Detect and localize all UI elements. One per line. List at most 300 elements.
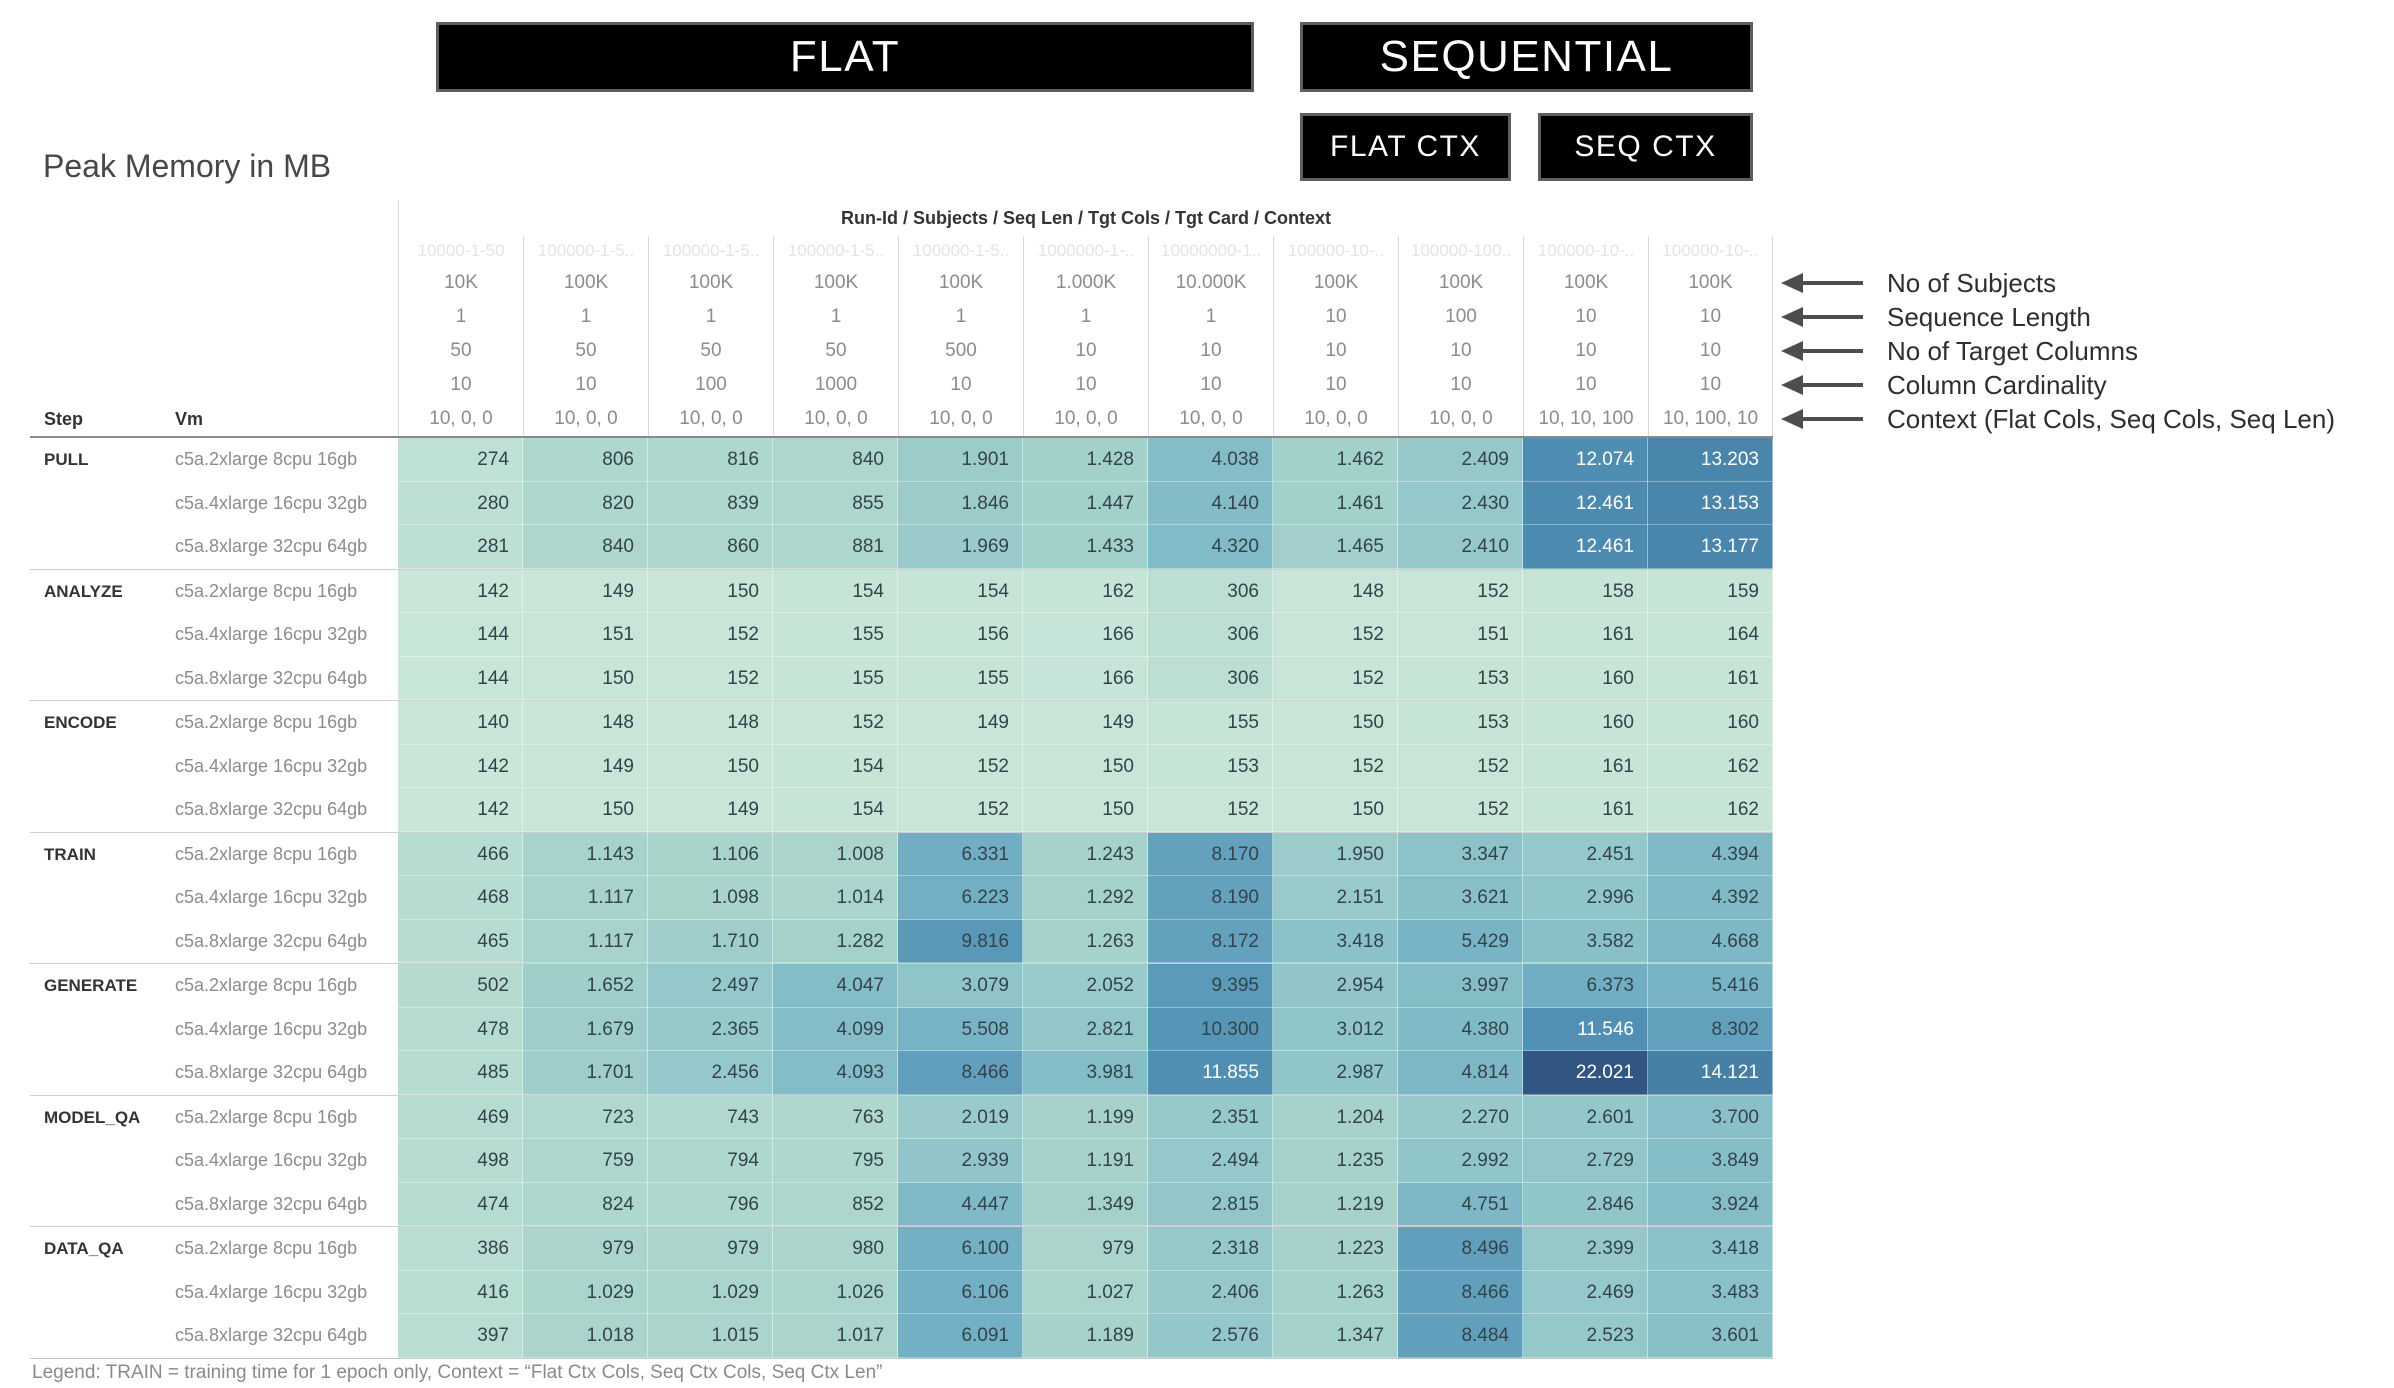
memory-cell[interactable]: 2.406 [1148,1271,1273,1315]
memory-cell[interactable]: 13.203 [1648,438,1773,482]
memory-cell[interactable]: 140 [398,701,523,745]
memory-cell[interactable]: 855 [773,482,898,526]
memory-cell[interactable]: 1.282 [773,920,898,964]
vm-label: c5a.4xlarge 16cpu 32gb [175,1018,368,1039]
memory-cell[interactable]: 1.263 [1273,1271,1398,1315]
header-tgt-cols: 50 [773,334,898,368]
header-tgt-card: 10 [1023,368,1148,402]
memory-cell[interactable]: 2.270 [1398,1096,1523,1140]
memory-cell[interactable]: 2.992 [1398,1139,1523,1183]
vm-label: c5a.8xlarge 32cpu 64gb [175,930,368,951]
memory-cell[interactable]: 796 [648,1183,773,1227]
memory-cell[interactable]: 881 [773,525,898,569]
memory-cell[interactable]: 4.099 [773,1008,898,1052]
memory-cell[interactable]: 4.038 [1148,438,1273,482]
memory-cell[interactable]: 152 [898,745,1023,789]
memory-cell[interactable]: 466 [398,833,523,877]
memory-cell[interactable]: 152 [648,657,773,701]
memory-cell[interactable]: 162 [1648,788,1773,832]
memory-cell[interactable]: 397 [398,1314,523,1358]
memory-cell[interactable]: 3.347 [1398,833,1523,877]
memory-cell[interactable]: 8.466 [898,1051,1023,1095]
memory-cell[interactable]: 2.494 [1148,1139,1273,1183]
memory-cell[interactable]: 142 [398,570,523,614]
header-subjects: 100K [1273,266,1398,300]
memory-cell[interactable]: 8.484 [1398,1314,1523,1358]
header-run-id: 100000-1-5.. [773,236,898,266]
memory-cell[interactable]: 8.302 [1648,1008,1773,1052]
memory-cell[interactable]: 1.950 [1273,833,1398,877]
memory-cell[interactable]: 149 [523,745,648,789]
memory-cell[interactable]: 4.394 [1648,833,1773,877]
header-tgt-card: 100 [648,368,773,402]
memory-cell[interactable]: 2.151 [1273,876,1398,920]
memory-cell[interactable]: 2.456 [648,1051,773,1095]
memory-cell[interactable]: 1.204 [1273,1096,1398,1140]
memory-cell[interactable]: 1.219 [1273,1183,1398,1227]
memory-cell[interactable]: 2.399 [1523,1227,1648,1271]
header-run-id: 100000-1-5.. [898,236,1023,266]
memory-cell[interactable]: 2.052 [1023,964,1148,1008]
memory-cell[interactable]: 840 [523,525,648,569]
memory-cell[interactable]: 1.029 [648,1271,773,1315]
memory-cell[interactable]: 1.846 [898,482,1023,526]
memory-cell[interactable]: 148 [523,701,648,745]
memory-cell[interactable]: 1.189 [1023,1314,1148,1358]
header-context: 10, 0, 0 [1273,402,1398,436]
header-subjects: 10K [398,266,523,300]
header-tgt-cols: 50 [398,334,523,368]
header-tgt-card: 1000 [773,368,898,402]
memory-cell[interactable]: 816 [648,438,773,482]
memory-cell[interactable]: 154 [773,788,898,832]
memory-cell[interactable]: 152 [1398,788,1523,832]
memory-cell[interactable]: 806 [523,438,648,482]
memory-cell[interactable]: 161 [1523,788,1648,832]
memory-cell[interactable]: 8.172 [1148,920,1273,964]
memory-cell[interactable]: 144 [398,657,523,701]
memory-cell[interactable]: 1.679 [523,1008,648,1052]
memory-cell[interactable]: 1.462 [1273,438,1398,482]
memory-cell[interactable]: 1.014 [773,876,898,920]
memory-cell[interactable]: 160 [1523,657,1648,701]
header-context: 10, 0, 0 [1398,402,1523,436]
memory-cell[interactable]: 306 [1148,657,1273,701]
memory-cell[interactable]: 148 [1273,570,1398,614]
memory-cell[interactable]: 469 [398,1096,523,1140]
memory-cell[interactable]: 281 [398,525,523,569]
header-context: 10, 10, 100 [1523,402,1648,436]
memory-cell[interactable]: 1.098 [648,876,773,920]
memory-cell[interactable]: 1.018 [523,1314,648,1358]
memory-cell[interactable]: 2.601 [1523,1096,1648,1140]
memory-cell[interactable]: 9.816 [898,920,1023,964]
memory-cell[interactable]: 5.429 [1398,920,1523,964]
memory-cell[interactable]: 12.461 [1523,482,1648,526]
memory-cell[interactable]: 153 [1148,745,1273,789]
memory-cell[interactable]: 150 [523,657,648,701]
header-subjects: 100K [648,266,773,300]
memory-cell[interactable]: 839 [648,482,773,526]
memory-heatmap-table [30,200,1773,1359]
memory-cell[interactable]: 12.074 [1523,438,1648,482]
memory-cell[interactable]: 280 [398,482,523,526]
memory-cell[interactable]: 154 [773,570,898,614]
memory-cell[interactable]: 6.331 [898,833,1023,877]
arrow-head [1781,375,1803,395]
memory-cell[interactable]: 1.017 [773,1314,898,1358]
header-seq-len: 1 [1148,300,1273,334]
memory-cell[interactable]: 14.121 [1648,1051,1773,1095]
memory-cell[interactable]: 6.091 [898,1314,1023,1358]
memory-cell[interactable]: 150 [1023,745,1148,789]
arrow-head [1781,341,1803,361]
memory-cell[interactable]: 2.821 [1023,1008,1148,1052]
memory-cell[interactable]: 149 [523,570,648,614]
memory-cell[interactable]: 3.012 [1273,1008,1398,1052]
memory-cell[interactable]: 13.177 [1648,525,1773,569]
memory-cell[interactable]: 4.093 [773,1051,898,1095]
step-block [30,832,1773,964]
memory-cell[interactable]: 840 [773,438,898,482]
memory-cell[interactable]: 9.395 [1148,964,1273,1008]
memory-cell[interactable]: 1.026 [773,1271,898,1315]
arrow-head [1781,307,1803,327]
memory-cell[interactable]: 4.447 [898,1183,1023,1227]
memory-cell[interactable]: 478 [398,1008,523,1052]
memory-cell[interactable]: 5.416 [1648,964,1773,1008]
memory-cell[interactable]: 142 [398,788,523,832]
memory-cell[interactable]: 142 [398,745,523,789]
memory-cell[interactable]: 11.855 [1148,1051,1273,1095]
memory-cell[interactable]: 4.140 [1148,482,1273,526]
vm-label: c5a.4xlarge 16cpu 32gb [175,1150,368,1170]
arrow-shaft [1801,281,1863,285]
memory-cell[interactable]: 152 [898,788,1023,832]
arrow-shaft [1801,417,1863,421]
memory-cell[interactable]: 3.418 [1273,920,1398,964]
step-label: MODEL_QA [44,1107,141,1127]
memory-cell[interactable]: 155 [898,657,1023,701]
memory-cell[interactable]: 1.433 [1023,525,1148,569]
memory-cell[interactable]: 1.652 [523,964,648,1008]
memory-cell[interactable]: 144 [398,613,523,657]
memory-cell[interactable]: 3.924 [1648,1183,1773,1227]
memory-cell[interactable]: 8.170 [1148,833,1273,877]
memory-cell[interactable]: 150 [1023,788,1148,832]
memory-cell[interactable]: 465 [398,920,523,964]
memory-cell[interactable]: 4.668 [1648,920,1773,964]
memory-cell[interactable]: 1.191 [1023,1139,1148,1183]
memory-cell[interactable]: 2.451 [1523,833,1648,877]
memory-cell[interactable]: 3.997 [1398,964,1523,1008]
memory-cell[interactable]: 148 [648,701,773,745]
memory-cell[interactable]: 2.409 [1398,438,1523,482]
header-seq-len: 1 [898,300,1023,334]
memory-cell[interactable]: 160 [1523,701,1648,745]
annotation-label: Column Cardinality [1887,369,2107,400]
memory-cell[interactable]: 2.987 [1273,1051,1398,1095]
memory-cell[interactable]: 2.365 [648,1008,773,1052]
memory-cell[interactable]: 2.430 [1398,482,1523,526]
seq-ctx-banner: SEQ CTX [1538,113,1753,181]
vm-label: c5a.2xlarge 8cpu 16gb [175,712,358,732]
memory-cell[interactable]: 156 [898,613,1023,657]
memory-cell[interactable]: 155 [773,613,898,657]
vm-label: c5a.4xlarge 16cpu 32gb [175,1281,368,1302]
memory-cell[interactable]: 155 [773,657,898,701]
header-tgt-cols: 50 [523,334,648,368]
header-subjects: 100K [523,266,648,300]
step-block [30,700,1773,832]
memory-cell[interactable]: 3.483 [1648,1271,1773,1315]
memory-cell[interactable]: 1.465 [1273,525,1398,569]
vm-label: c5a.2xlarge 8cpu 16gb [175,843,358,864]
memory-cell[interactable]: 152 [1273,657,1398,701]
memory-cell[interactable]: 150 [1273,701,1398,745]
memory-cell[interactable]: 152 [1273,613,1398,657]
annotation-row [1781,334,2138,368]
memory-cell[interactable]: 1.349 [1023,1183,1148,1227]
memory-cell[interactable]: 2.318 [1148,1227,1273,1271]
memory-cell[interactable]: 3.849 [1648,1139,1773,1183]
memory-cell[interactable]: 763 [773,1096,898,1140]
memory-cell[interactable]: 153 [1398,657,1523,701]
memory-cell[interactable]: 12.461 [1523,525,1648,569]
memory-cell[interactable]: 6.373 [1523,964,1648,1008]
memory-cell[interactable]: 2.497 [648,964,773,1008]
memory-cell[interactable]: 4.814 [1398,1051,1523,1095]
memory-cell[interactable]: 306 [1148,613,1273,657]
memory-cell[interactable]: 164 [1648,613,1773,657]
memory-cell[interactable]: 166 [1023,613,1148,657]
annotation-label: No of Subjects [1887,267,2057,298]
header-subjects: 100K [773,266,898,300]
memory-cell[interactable]: 1.008 [773,833,898,877]
memory-cell[interactable]: 1.461 [1273,482,1398,526]
memory-cell[interactable]: 1.292 [1023,876,1148,920]
memory-cell[interactable]: 152 [1273,745,1398,789]
memory-cell[interactable]: 4.751 [1398,1183,1523,1227]
memory-cell[interactable]: 2.351 [1148,1096,1273,1140]
memory-cell[interactable]: 759 [523,1139,648,1183]
memory-cell[interactable]: 1.447 [1023,482,1148,526]
memory-cell[interactable]: 3.700 [1648,1096,1773,1140]
memory-cell[interactable]: 1.029 [523,1271,648,1315]
memory-cell[interactable]: 2.523 [1523,1314,1648,1358]
memory-cell[interactable]: 3.418 [1648,1227,1773,1271]
memory-cell[interactable]: 166 [1023,657,1148,701]
header-seq-len: 1 [398,300,523,334]
memory-cell[interactable]: 824 [523,1183,648,1227]
memory-cell[interactable]: 6.106 [898,1271,1023,1315]
header-subjects: 10.000K [1148,266,1273,300]
memory-cell[interactable]: 4.047 [773,964,898,1008]
memory-cell[interactable]: 1.347 [1273,1314,1398,1358]
memory-cell[interactable]: 152 [1398,570,1523,614]
memory-cell[interactable]: 1.143 [523,833,648,877]
memory-cell[interactable]: 161 [1523,613,1648,657]
memory-cell[interactable]: 152 [1398,745,1523,789]
step-label: ENCODE [44,713,117,732]
memory-cell[interactable]: 485 [398,1051,523,1095]
arrow-shaft [1801,315,1863,319]
header-tgt-cols: 10 [1523,334,1648,368]
annotation-row [1781,368,2107,402]
memory-cell[interactable]: 158 [1523,570,1648,614]
memory-cell[interactable]: 4.392 [1648,876,1773,920]
memory-cell[interactable]: 160 [1648,701,1773,745]
header-run-id: 10000-1-50 [398,236,523,266]
memory-cell[interactable]: 794 [648,1139,773,1183]
header-tgt-cols: 50 [648,334,773,368]
header-subjects: 1.000K [1023,266,1148,300]
memory-cell[interactable]: 151 [1398,613,1523,657]
header-context: 10, 0, 0 [1148,402,1273,436]
memory-cell[interactable]: 161 [1523,745,1648,789]
memory-cell[interactable]: 1.117 [523,920,648,964]
memory-cell[interactable]: 979 [523,1227,648,1271]
memory-cell[interactable]: 474 [398,1183,523,1227]
memory-cell[interactable]: 468 [398,876,523,920]
memory-cell[interactable]: 22.021 [1523,1051,1648,1095]
memory-cell[interactable]: 1.199 [1023,1096,1148,1140]
left-arrow-icon [1781,409,1863,429]
memory-cell[interactable]: 274 [398,438,523,482]
memory-cell[interactable]: 1.106 [648,833,773,877]
memory-cell[interactable]: 6.100 [898,1227,1023,1271]
memory-cell[interactable]: 1.117 [523,876,648,920]
memory-cell[interactable]: 152 [648,613,773,657]
memory-cell[interactable]: 2.846 [1523,1183,1648,1227]
memory-cell[interactable]: 2.954 [1273,964,1398,1008]
memory-cell[interactable]: 2.019 [898,1096,1023,1140]
header-seq-len: 100 [1398,300,1523,334]
header-tgt-card: 10 [898,368,1023,402]
memory-cell[interactable]: 979 [1023,1227,1148,1271]
memory-cell[interactable]: 159 [1648,570,1773,614]
memory-cell[interactable]: 498 [398,1139,523,1183]
header-run-id: 100000-1-5.. [648,236,773,266]
memory-cell[interactable]: 6.223 [898,876,1023,920]
memory-cell[interactable]: 150 [648,570,773,614]
memory-cell[interactable]: 13.153 [1648,482,1773,526]
step-block [30,1226,1773,1358]
header-run-id: 100000-10-.. [1523,236,1648,266]
header-run-id: 100000-10-.. [1273,236,1398,266]
memory-cell[interactable]: 2.576 [1148,1314,1273,1358]
memory-cell[interactable]: 161 [1648,657,1773,701]
memory-cell[interactable]: 980 [773,1227,898,1271]
memory-cell[interactable]: 1.027 [1023,1271,1148,1315]
arrow-shaft [1801,383,1863,387]
memory-cell[interactable]: 502 [398,964,523,1008]
memory-cell[interactable]: 860 [648,525,773,569]
memory-cell[interactable]: 153 [1398,701,1523,745]
memory-cell[interactable]: 150 [1273,788,1398,832]
memory-cell[interactable]: 5.508 [898,1008,1023,1052]
memory-cell[interactable]: 1.701 [523,1051,648,1095]
annotation-row [1781,300,2091,334]
memory-cell[interactable]: 10.300 [1148,1008,1273,1052]
vm-label: c5a.8xlarge 32cpu 64gb [175,1325,368,1345]
memory-cell[interactable]: 152 [1148,788,1273,832]
memory-cell[interactable]: 4.380 [1398,1008,1523,1052]
memory-cell[interactable]: 1.243 [1023,833,1148,877]
memory-cell[interactable]: 3.621 [1398,876,1523,920]
header-tgt-cols: 10 [1273,334,1398,368]
memory-cell[interactable]: 149 [898,701,1023,745]
memory-cell[interactable]: 306 [1148,570,1273,614]
memory-cell[interactable]: 1.969 [898,525,1023,569]
column-header-line: Run-Id / Subjects / Seq Len / Tgt Cols / Tgt Card / Context [398,200,1773,236]
memory-cell[interactable]: 149 [1023,701,1148,745]
memory-cell[interactable]: 2.469 [1523,1271,1648,1315]
memory-cell[interactable]: 155 [1148,701,1273,745]
memory-cell[interactable]: 743 [648,1096,773,1140]
memory-cell[interactable]: 795 [773,1139,898,1183]
memory-cell[interactable]: 1.428 [1023,438,1148,482]
memory-cell[interactable]: 1.710 [648,920,773,964]
memory-cell[interactable]: 151 [523,613,648,657]
memory-cell[interactable]: 820 [523,482,648,526]
memory-cell[interactable]: 8.466 [1398,1271,1523,1315]
sequential-banner: SEQUENTIAL [1300,22,1753,92]
memory-cell[interactable]: 4.320 [1148,525,1273,569]
memory-cell[interactable]: 150 [523,788,648,832]
memory-cell[interactable]: 152 [773,701,898,745]
memory-cell[interactable]: 1.263 [1023,920,1148,964]
header-run-id: 10000000-1.. [1148,236,1273,266]
table-header [30,200,1773,438]
memory-cell[interactable]: 150 [648,745,773,789]
memory-cell[interactable]: 386 [398,1227,523,1271]
header-tgt-card: 10 [1648,368,1773,402]
memory-cell[interactable]: 8.496 [1398,1227,1523,1271]
vm-label: c5a.8xlarge 32cpu 64gb [175,536,368,556]
memory-cell[interactable]: 2.939 [898,1139,1023,1183]
memory-cell[interactable]: 2.996 [1523,876,1648,920]
memory-cell[interactable]: 1.901 [898,438,1023,482]
memory-cell[interactable]: 3.981 [1023,1051,1148,1095]
memory-cell[interactable]: 979 [648,1227,773,1271]
memory-cell[interactable]: 3.079 [898,964,1023,1008]
memory-cell[interactable]: 3.601 [1648,1314,1773,1358]
memory-cell[interactable]: 1.015 [648,1314,773,1358]
header-seq-len: 1 [648,300,773,334]
memory-cell[interactable]: 8.190 [1148,876,1273,920]
memory-cell[interactable]: 11.546 [1523,1008,1648,1052]
memory-cell[interactable]: 154 [773,745,898,789]
memory-cell[interactable]: 162 [1648,745,1773,789]
memory-cell[interactable]: 149 [648,788,773,832]
memory-cell[interactable]: 2.410 [1398,525,1523,569]
memory-cell[interactable]: 723 [523,1096,648,1140]
memory-cell[interactable]: 2.815 [1148,1183,1273,1227]
memory-cell[interactable]: 3.582 [1523,920,1648,964]
memory-cell[interactable]: 416 [398,1271,523,1315]
flat-banner: FLAT [436,22,1254,92]
memory-cell[interactable]: 162 [1023,570,1148,614]
memory-cell[interactable]: 154 [898,570,1023,614]
header-tgt-cols: 10 [1398,334,1523,368]
memory-cell[interactable]: 1.223 [1273,1227,1398,1271]
vm-label: c5a.2xlarge 8cpu 16gb [175,975,358,995]
annotation-label: No of Target Columns [1887,335,2138,366]
memory-cell[interactable]: 852 [773,1183,898,1227]
memory-cell[interactable]: 1.235 [1273,1139,1398,1183]
memory-cell[interactable]: 2.729 [1523,1139,1648,1183]
